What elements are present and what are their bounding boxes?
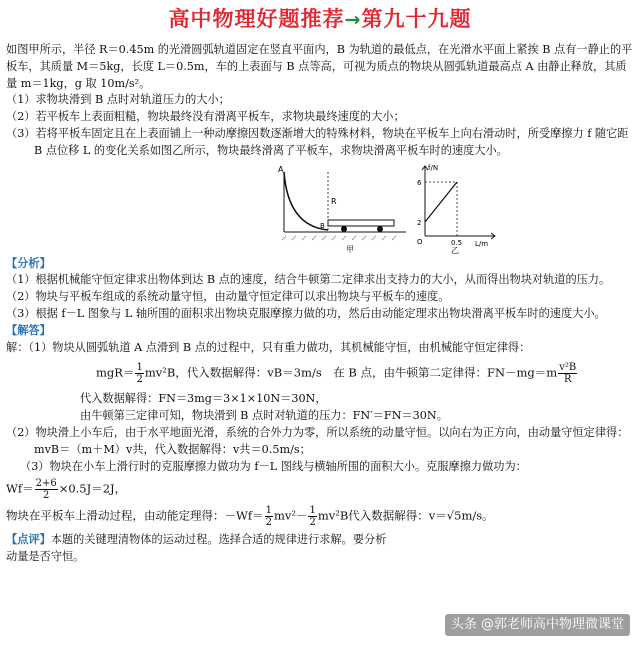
tick-0-5: 0.5 [451,238,463,247]
analysis-2: （2）物块与平板车组成的系统动量守恒，由动量守恒定律可以求出物块与平板车的速度。 [6,290,450,304]
solution-step-3: 由牛顿第三定律可知，物块滑到 B 点时对轨道的压力：FN′＝FN＝30N。 [80,409,448,423]
label-radius: R [331,196,337,206]
solution-step-5: （3）物块在小车上滑行时的克服摩擦力做功为 f－L 图线与横轴所围的面积大小。克服摩擦力做功为： [20,459,527,473]
analysis-3: （3）根据 f－L 图象与 L 轴所围的面积求出物块克服摩擦力做的功，然后由动能定理求出物块滑离平板车时的速度大小。 [6,306,606,320]
analysis-tag: 【分析】 [6,256,51,270]
axis-xlabel: L/m [475,239,489,248]
fraction-half: $\frac{1}{2}$ [136,362,143,386]
solution-step-2: 代入数据解得：FN＝3mg＝3×1×10N＝30N， [80,392,327,406]
analysis-1: （1）根据机械能守恒定律求出物体到达 B 点的速度，结合牛顿第二定律求出支持力的大小，从而得出物块对轨道的压力。 [6,273,611,287]
axis-ylabel: f/N [428,163,439,172]
tick-origin: O [417,237,423,246]
label-point-b: B [320,221,325,230]
fraction-trapezoid: $\frac{2+6}{2}$ [35,478,57,502]
question-1: （1）求物块滑到 B 点时对轨道压力的大小； [6,93,230,107]
page-title: 高中物理好题推荐→第九十九题 [168,7,472,31]
watermark: 头条 @郭老师高中物理微课堂 [445,614,630,636]
equation-kinetic: 物块在平板车上滑动过程，由动能定理得：－Wf＝ $\frac{1}{2}$ mv²－ $\frac{1}{2}$ mv²B代入数据解得：v＝√5m/s。 [6,505,494,529]
question-2: （2）若平板车上表面粗糙，物块最终没有滑离平板车，求物块最终速度的大小； [6,110,405,124]
figure-1-caption: 甲 [346,244,354,254]
figure-friction-graph [411,160,501,254]
comment: 【点评】本题的关键理清物体的运动过程。选择合适的规律进行求解。要分析 [6,533,387,547]
figures-area [6,160,634,256]
figure-2-caption: 乙 [451,245,459,254]
solution-step-1: 解：（1）物块从圆弧轨道 A 点滑到 B 点的过程中，只有重力做功，其机械能守恒，由机械能守恒定律得： [6,340,531,354]
label-point-a: A [278,164,284,174]
solution-step-4: （2）物块滑上小车后，由于水平地面光滑，系统的合外力为零，所以系统的动量守恒。以向右为正方向，由动量守恒定律得：mvB＝（m＋M）v共，代入数据解得：v共＝0.5m/s； [6,425,629,456]
question-3: （3）若将平板车固定且在上表面铺上一种动摩擦因数逐渐增大的特殊材料，物块在平板车上向右滑动时，所受摩擦力 f 随它距 B 点位移 L 的变化关系如图乙所示，物块最终滑离了平板车，求物块滑离平板车时的速度大小。 [6,126,629,157]
fraction-centripetal: $\frac{\text{v²B}}{R}$ [559,362,577,386]
fraction-half-3: $\frac{1}{2}$ [309,505,316,529]
solution-tag: 【解答】 [6,323,51,337]
fraction-half-2: $\frac{1}{2}$ [265,505,272,529]
comment-line-2: 动量是否守恒。 [6,550,85,564]
figure-track-cart [276,160,416,254]
document-body [6,42,634,566]
equation-work: Wf＝ $\frac{2+6}{2}$ ×0.5J＝2J， [6,478,127,502]
equation-energy: mgR＝ $\frac{1}{2}$ mv²B，代入数据解得：vB＝3m/s 在 B 点，由牛顿第二定律得：FN－mg＝m $\frac{\text{v²B}}{R}$ [96,362,577,386]
tick-6: 6 [417,178,422,187]
problem-intro: 如图甲所示，半径 R＝0.45m 的光滑圆弧轨道固定在竖直平面内，B 为轨道的最低点，在光滑水平面上紧挨 B 点有一静止的平板车，其质量 M＝5kg，长度 L＝0.5m，车的上表面与 B 点等高，可视为质点的物块从圆弧轨道最高点 A 由静止释放，其质量 m＝1kg，g 取 10m/s²。 [6,43,633,90]
tick-2: 2 [417,218,422,227]
